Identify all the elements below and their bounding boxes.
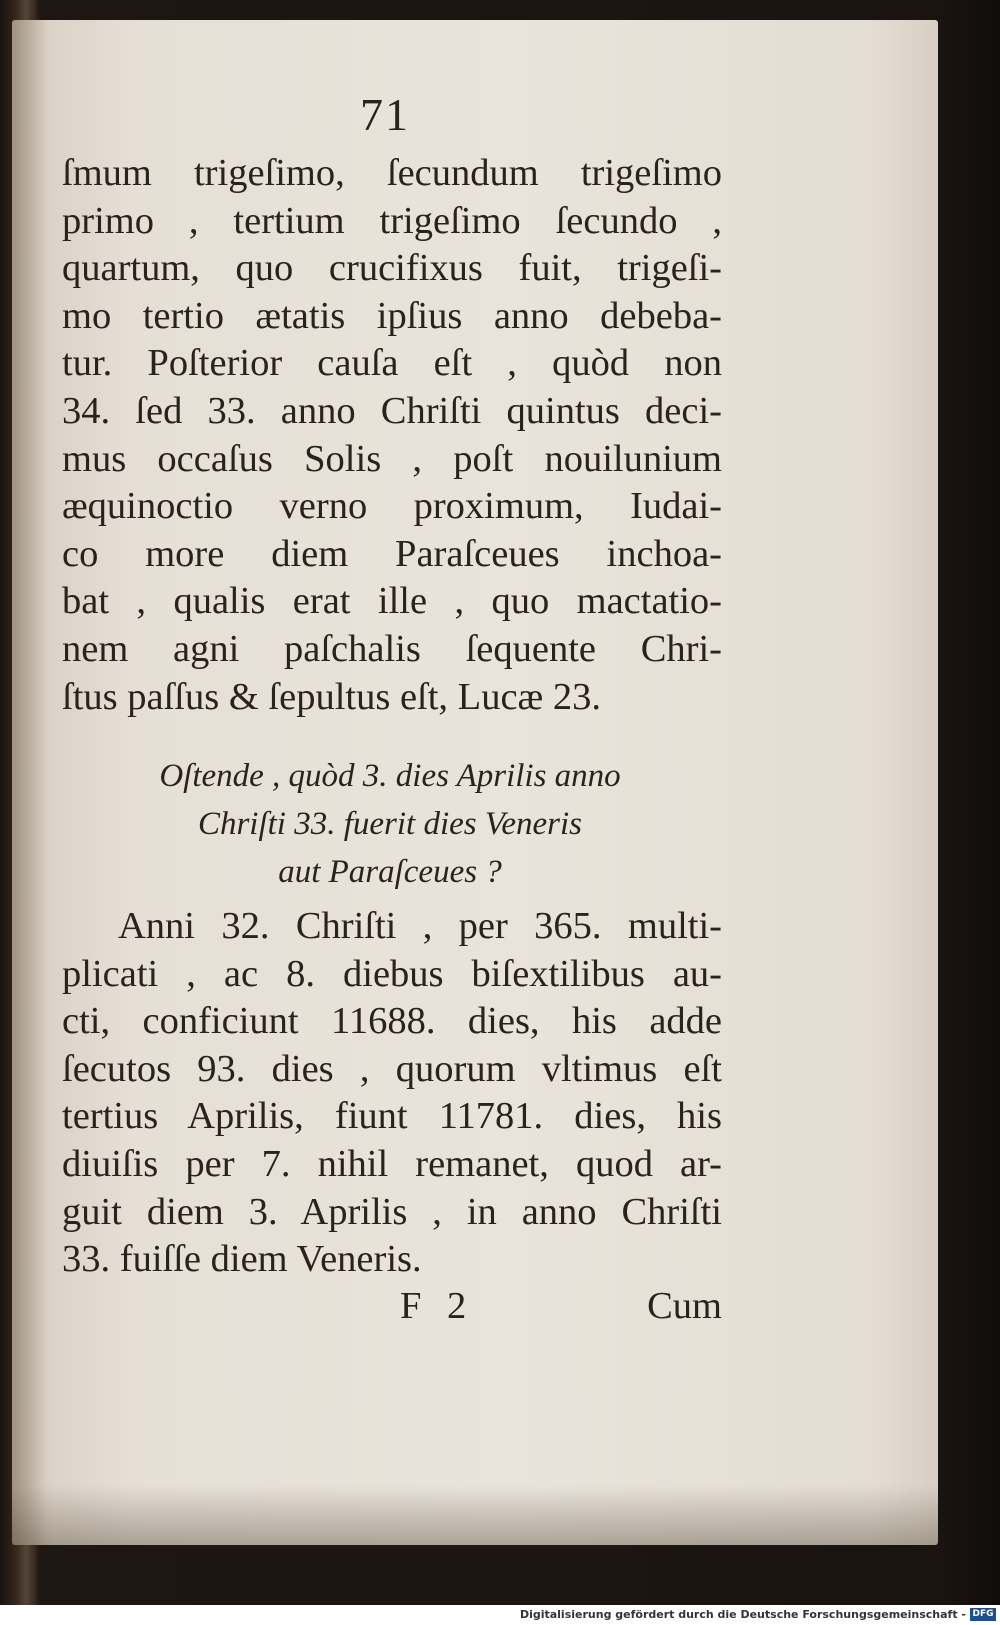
dfg-logo-icon: DFG [970, 1608, 996, 1621]
page-number: 71 [360, 89, 410, 140]
text-line: 33. fuiſſe diem Veneris. [62, 1238, 422, 1281]
heading-line: Chriſti 33. fuerit dies Veneris [197, 806, 583, 842]
funding-credit: Digitalisierung gefördert durch die Deutsche Forschungsgemeinschaft - [519, 1608, 966, 1621]
text-line: ſecutos 93. dies , quorum vltimus eſt [62, 1047, 722, 1090]
text-line: co more diem Paraſceues inchoa- [62, 532, 722, 575]
text-line: 34. ſed 33. anno Chriſti quintus deci- [62, 389, 722, 432]
text-line: nem agni paſchalis ſequente Chri- [62, 627, 722, 670]
page-bottom-shadow [12, 1485, 938, 1545]
text-line: mus occaſus Solis , poſt nouilunium [62, 437, 722, 480]
paragraph-1 [62, 150, 722, 721]
text-line: æquinoctio verno proximum, Iudai- [62, 485, 722, 528]
text-line: cti, conficiunt 11688. dies, his adde [62, 1000, 722, 1043]
page-footer-line [62, 1284, 722, 1332]
text-line: Anni 32. Chriſti , per 365. multi- [118, 905, 722, 947]
text-line: quartum, quo crucifixus fuit, trigeſi- [62, 247, 722, 290]
text-line: ſmum trigeſimo, ſecundum trigeſimo [62, 152, 722, 194]
text-line: bat , qualis erat ille , quo mactatio- [62, 580, 722, 623]
heading-line: Oſtende , quòd 3. dies Aprilis anno [159, 758, 621, 794]
text-line: mo tertio ætatis ipſius anno debeba- [62, 294, 722, 337]
page-gutter-shadow [12, 20, 48, 1545]
text-line: tur. Poſterior cauſa eſt , quòd non [62, 342, 722, 385]
section-heading [70, 752, 710, 896]
catchword: Cum [647, 1285, 722, 1327]
text-line: tertius Aprilis, fiunt 11781. dies, his [62, 1095, 722, 1138]
text-line: ſtus paſſus & ſepultus eſt, Lucæ 23. [62, 675, 601, 718]
text-line: diuiſis per 7. nihil remanet, quod ar- [62, 1142, 722, 1185]
digitization-footer [0, 1605, 1000, 1625]
heading-line: aut Paraſceues ? [278, 854, 502, 890]
signature-mark: F 2 [400, 1285, 475, 1327]
paragraph-2 [62, 903, 722, 1284]
text-line: guit diem 3. Aprilis , in anno Chriſti [62, 1190, 722, 1233]
text-line: primo , tertium trigeſimo ſecundo , [62, 199, 722, 242]
text-line: plicati , ac 8. diebus biſextilibus au- [62, 952, 722, 995]
